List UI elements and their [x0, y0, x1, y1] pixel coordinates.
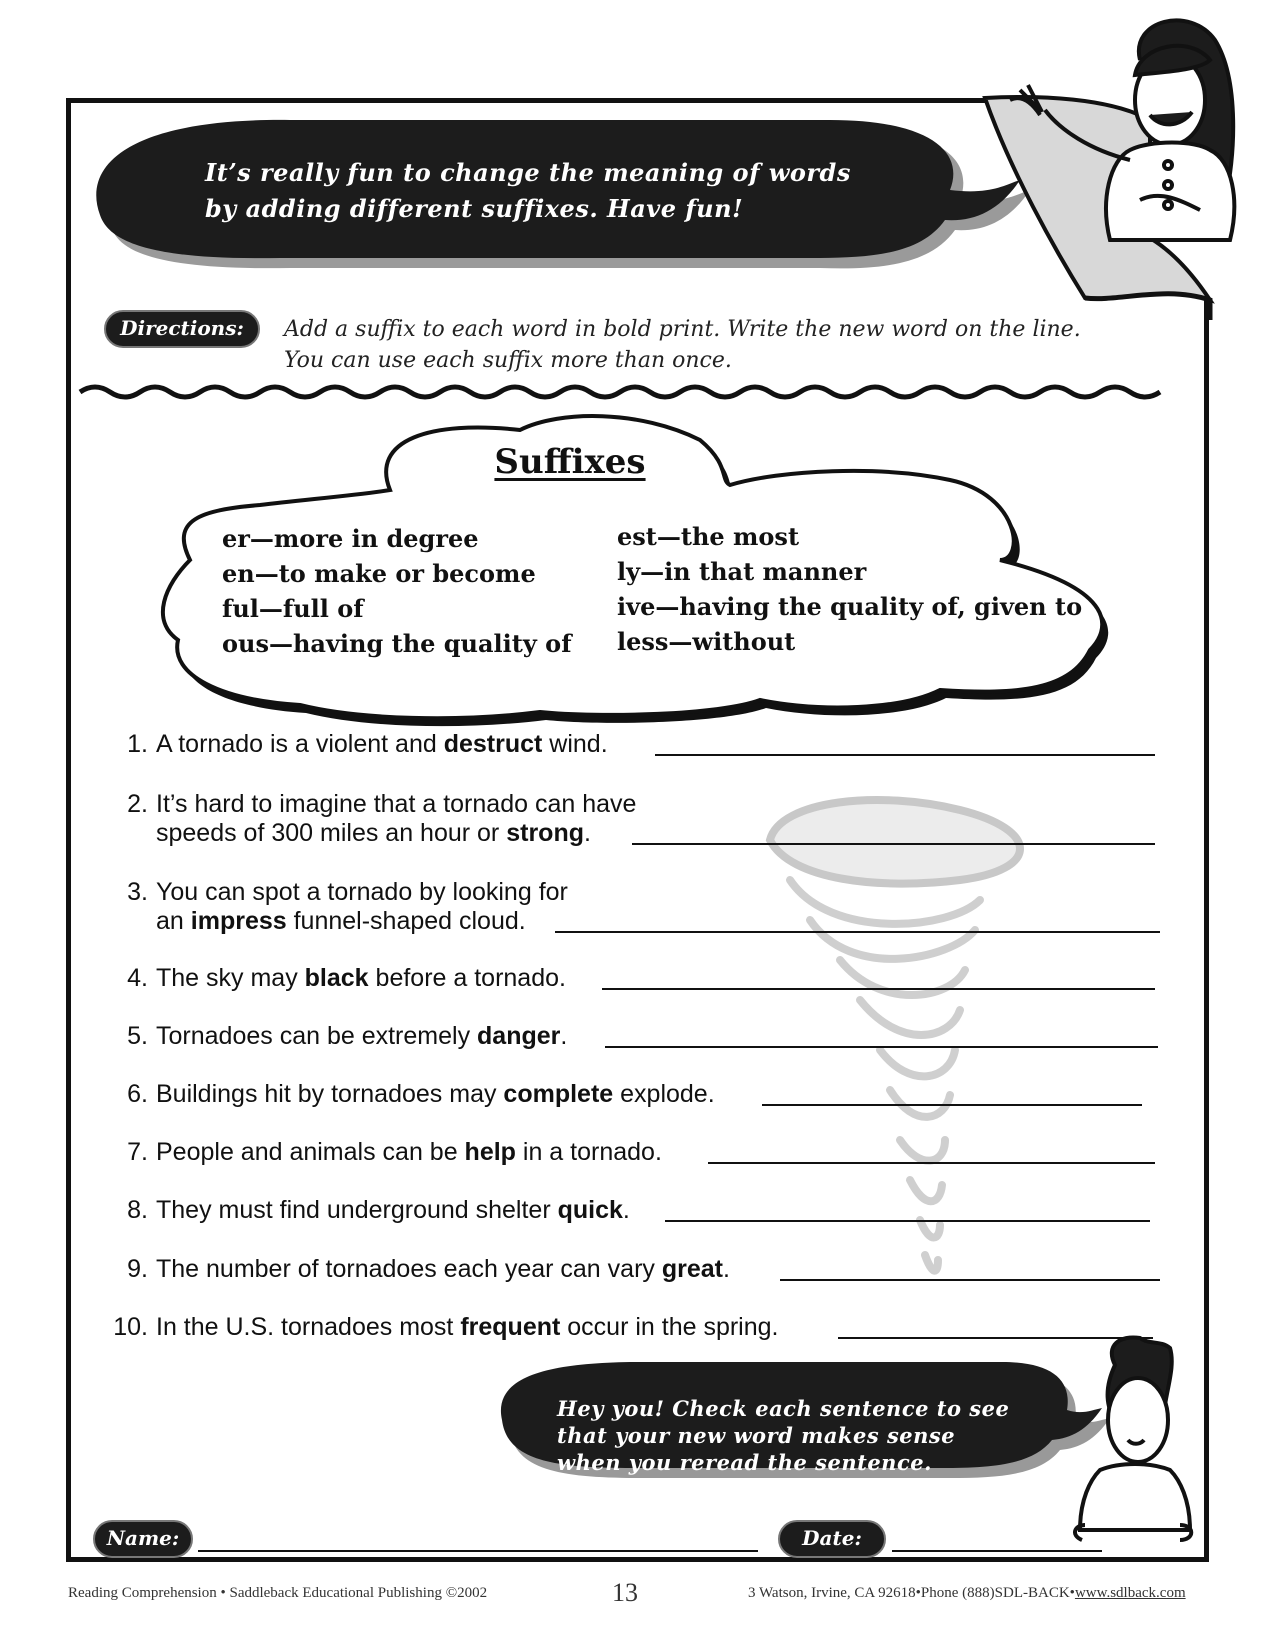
top-bubble-line: by adding different suffixes. Have fun!: [205, 194, 744, 223]
suffix-list-right: [617, 519, 1082, 659]
answer-line-9[interactable]: [780, 1279, 1160, 1281]
suffix-item: en—to make or become: [222, 559, 536, 588]
question-number: 6.: [127, 1080, 148, 1108]
suffix-item: ive—having the quality of, given to: [617, 592, 1083, 621]
bold-word: danger: [477, 1022, 561, 1050]
answer-line-7[interactable]: [708, 1162, 1155, 1164]
suffix-item: ly—in that manner: [617, 557, 867, 586]
bold-word: strong: [506, 819, 584, 847]
question-number: 3.: [127, 878, 148, 906]
bottom-bubble-line: that your new word makes sense: [557, 1423, 956, 1448]
answer-line-4[interactable]: [602, 988, 1155, 990]
question-text: In the U.S. tornadoes most frequent occur in the spring.: [156, 1313, 779, 1341]
page-number: 13: [612, 1578, 638, 1607]
directions-label: Directions:: [104, 310, 260, 348]
tornado-illustration: [770, 800, 1020, 1271]
directions-text: [284, 314, 1084, 376]
question-text: The number of tornadoes each year can vary great.: [156, 1255, 730, 1283]
top-bubble-text: [205, 155, 905, 227]
answer-line-2[interactable]: [632, 843, 1155, 845]
question-text: A tornado is a violent and destruct wind.: [156, 730, 608, 758]
bottom-bubble-line: when you reread the sentence.: [557, 1450, 932, 1475]
answer-line-1[interactable]: [655, 754, 1155, 756]
answer-line-8[interactable]: [665, 1220, 1150, 1222]
suffix-item: er—more in degree: [222, 524, 479, 553]
question-text: They must find underground shelter quick.: [156, 1196, 630, 1224]
footer-address: 3 Watson, Irvine, CA 92618•Phone (888)SDL-BACK•: [748, 1585, 1075, 1601]
suffix-item: ous—having the quality of: [222, 629, 572, 658]
suffix-item: ful—full of: [222, 594, 364, 623]
question-text: Tornadoes can be extremely danger.: [156, 1022, 568, 1050]
question-text: It’s hard to imagine that a tornado can have: [156, 790, 637, 818]
bold-word: black: [304, 964, 369, 992]
question-text: The sky may black before a tornado.: [156, 964, 566, 992]
question-number: 1.: [127, 730, 148, 758]
question-number: 4.: [127, 964, 148, 992]
date-label: Date:: [778, 1520, 886, 1558]
bold-word: impress: [190, 907, 287, 935]
question-text: Buildings hit by tornadoes may complete explode.: [156, 1080, 715, 1108]
question-text: You can spot a tornado by looking for: [156, 878, 568, 906]
name-field[interactable]: [198, 1550, 758, 1552]
website-link[interactable]: www.sdlback.com: [1074, 1585, 1186, 1601]
question-text: an impress funnel-shaped cloud.: [156, 907, 526, 935]
name-label: Name:: [93, 1520, 193, 1558]
question-text: speeds of 300 miles an hour or strong.: [156, 819, 591, 847]
top-bubble-line: It’s really fun to change the meaning of words: [205, 158, 851, 187]
bottom-bubble-line: Hey you! Check each sentence to see: [557, 1396, 1010, 1421]
bold-word: help: [464, 1138, 516, 1166]
question-number: 5.: [127, 1022, 148, 1050]
question-number: 8.: [127, 1196, 148, 1224]
bottom-bubble-text: [557, 1395, 1027, 1476]
answer-line-6[interactable]: [762, 1104, 1142, 1106]
question-number: 9.: [127, 1255, 148, 1283]
footer-contact: [748, 1585, 1186, 1602]
bold-word: quick: [557, 1196, 623, 1224]
footer-publisher: Reading Comprehension • Saddleback Educational Publishing ©2002: [68, 1585, 488, 1601]
directions-line: Add a suffix to each word in bold print. Write the new word on the line.: [284, 317, 1081, 342]
question-number: 7.: [127, 1138, 148, 1166]
suffix-item: est—the most: [617, 522, 800, 551]
boy-illustration: [1075, 1337, 1191, 1540]
answer-line-3[interactable]: [555, 931, 1160, 933]
question-text: People and animals can be help in a tornado.: [156, 1138, 662, 1166]
date-field[interactable]: [892, 1550, 1102, 1552]
question-number: 10.: [113, 1313, 148, 1341]
suffixes-title: Suffixes: [494, 442, 646, 482]
bold-word: complete: [503, 1080, 614, 1108]
suffix-item: less—without: [617, 627, 796, 656]
question-number: 2.: [127, 790, 148, 818]
suffix-list-left: [222, 521, 572, 661]
directions-line: You can use each suffix more than once.: [284, 348, 732, 373]
answer-line-10[interactable]: [838, 1337, 1153, 1339]
bold-word: destruct: [443, 730, 543, 758]
bold-word: great: [661, 1255, 723, 1283]
wavy-divider: [80, 387, 1160, 397]
answer-line-5[interactable]: [605, 1046, 1158, 1048]
bold-word: frequent: [460, 1313, 561, 1341]
